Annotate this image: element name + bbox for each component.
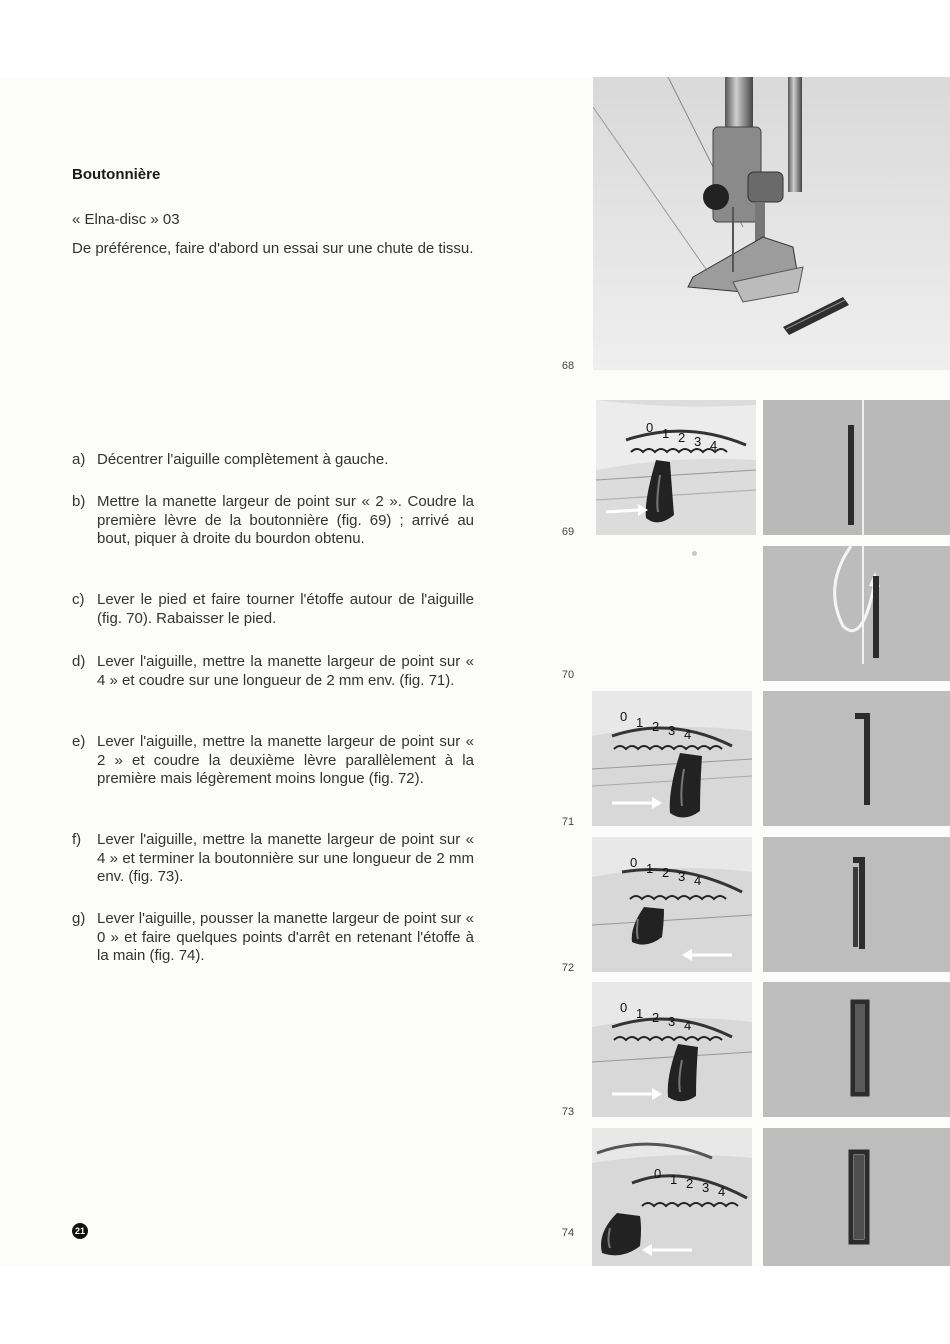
step-d <box>72 653 474 690</box>
stitch-width-lever-photo-fig73 <box>592 982 752 1117</box>
dial-digit: 4 <box>718 1184 726 1199</box>
dial-digit: 0 <box>654 1166 662 1181</box>
section-heading: Boutonnière <box>72 166 161 183</box>
step-b <box>72 493 474 549</box>
figure-number-73: 73 <box>561 1106 575 1118</box>
dial-digit: 2 <box>686 1176 694 1191</box>
dial-digit: 3 <box>668 723 676 738</box>
stitch-width-lever-photo-fig72 <box>592 837 752 972</box>
stitch-width-lever-photo-fig69 <box>596 400 756 535</box>
presser-foot-photo <box>593 77 950 370</box>
dial-digit: 0 <box>620 709 628 724</box>
figure-number-74: 74 <box>561 1227 575 1239</box>
dial-digit: 4 <box>684 1018 692 1033</box>
step-letter: d) <box>72 653 86 670</box>
step-letter: a) <box>72 451 86 468</box>
step-text: Lever le pied et faire tourner l'étoffe autour de l'aiguille (fig. 70). Rabaisser le pied. <box>97 591 474 627</box>
fabric-rotation-photo <box>763 546 950 681</box>
dial-digit: 1 <box>670 1172 678 1187</box>
dial-digit: 1 <box>636 1006 644 1021</box>
step-text: Décentrer l'aiguille complètement à gauche. <box>97 451 389 468</box>
dial-digit: 1 <box>662 426 670 441</box>
dial-digit: 1 <box>646 861 654 876</box>
dial-digit: 4 <box>710 438 718 453</box>
dial-digit: 2 <box>652 1010 660 1025</box>
disc-reference: « Elna-disc » 03 <box>72 211 180 228</box>
dial-digit: 2 <box>662 865 670 880</box>
step-text: Lever l'aiguille, pousser la manette largeur de point sur « 0 » et faire quelques points d'arrêt en retenant l'étoffe à la main (fig. 74). <box>97 910 474 964</box>
step-letter: e) <box>72 733 86 750</box>
step-f <box>72 831 474 887</box>
step-letter: g) <box>72 910 86 927</box>
speck <box>692 551 697 556</box>
step-a <box>72 451 474 470</box>
step-g <box>72 910 474 966</box>
page-number: 21 <box>72 1223 88 1239</box>
figure-number-71: 71 <box>561 816 575 828</box>
step-c <box>72 591 474 628</box>
dial-digit: 3 <box>678 869 686 884</box>
dial-digit: 0 <box>620 1000 628 1015</box>
step-text: Lever l'aiguille, mettre la manette largeur de point sur « 2 » et coudre la deuxième lèvre parallèlement à la première mais légèrement moins longue (fig. 72). <box>97 733 474 787</box>
figure-number-72: 72 <box>561 962 575 974</box>
fabric-bartack-photo <box>763 691 950 826</box>
intro-paragraph: De préférence, faire d'abord un essai sur une chute de tissu. <box>72 240 474 257</box>
fabric-finished-bartack-photo <box>763 982 950 1117</box>
dial-digit: 4 <box>694 873 702 888</box>
stitch-width-lever-photo-fig71 <box>592 691 752 826</box>
figure-number-68: 68 <box>561 360 575 372</box>
dial-digit: 3 <box>668 1014 676 1029</box>
fabric-first-lip-photo <box>763 400 950 535</box>
step-e <box>72 733 474 789</box>
step-text: Mettre la manette largeur de point sur « 2 ». Coudre la première lèvre de la boutonnière (fig. 69) ; arrivé au bout, piquer à droite du bourdon obtenu. <box>97 493 474 547</box>
dial-digit: 3 <box>702 1180 710 1195</box>
dial-digit: 0 <box>646 420 654 435</box>
fabric-completed-buttonhole-photo <box>763 1128 950 1266</box>
dial-digit: 3 <box>694 434 702 449</box>
fabric-second-lip-photo <box>763 837 950 972</box>
step-letter: c) <box>72 591 85 608</box>
step-letter: f) <box>72 831 82 848</box>
step-text: Lever l'aiguille, mettre la manette largeur de point sur « 4 » et coudre sur une longueur de 2 mm env. (fig. 71). <box>97 653 474 689</box>
step-text: Lever l'aiguille, mettre la manette largeur de point sur « 4 » et terminer la boutonnière sur une longueur de 2 mm env. (fig. 73). <box>97 831 474 885</box>
dial-digit: 0 <box>630 855 638 870</box>
step-letter: b) <box>72 493 86 510</box>
dial-digit: 2 <box>652 719 660 734</box>
stitch-width-lever-photo-fig74 <box>592 1128 752 1266</box>
figure-number-69: 69 <box>561 526 575 538</box>
dial-digit: 2 <box>678 430 686 445</box>
dial-digit: 1 <box>636 715 644 730</box>
dial-digit: 4 <box>684 727 692 742</box>
figure-number-70: 70 <box>561 669 575 681</box>
